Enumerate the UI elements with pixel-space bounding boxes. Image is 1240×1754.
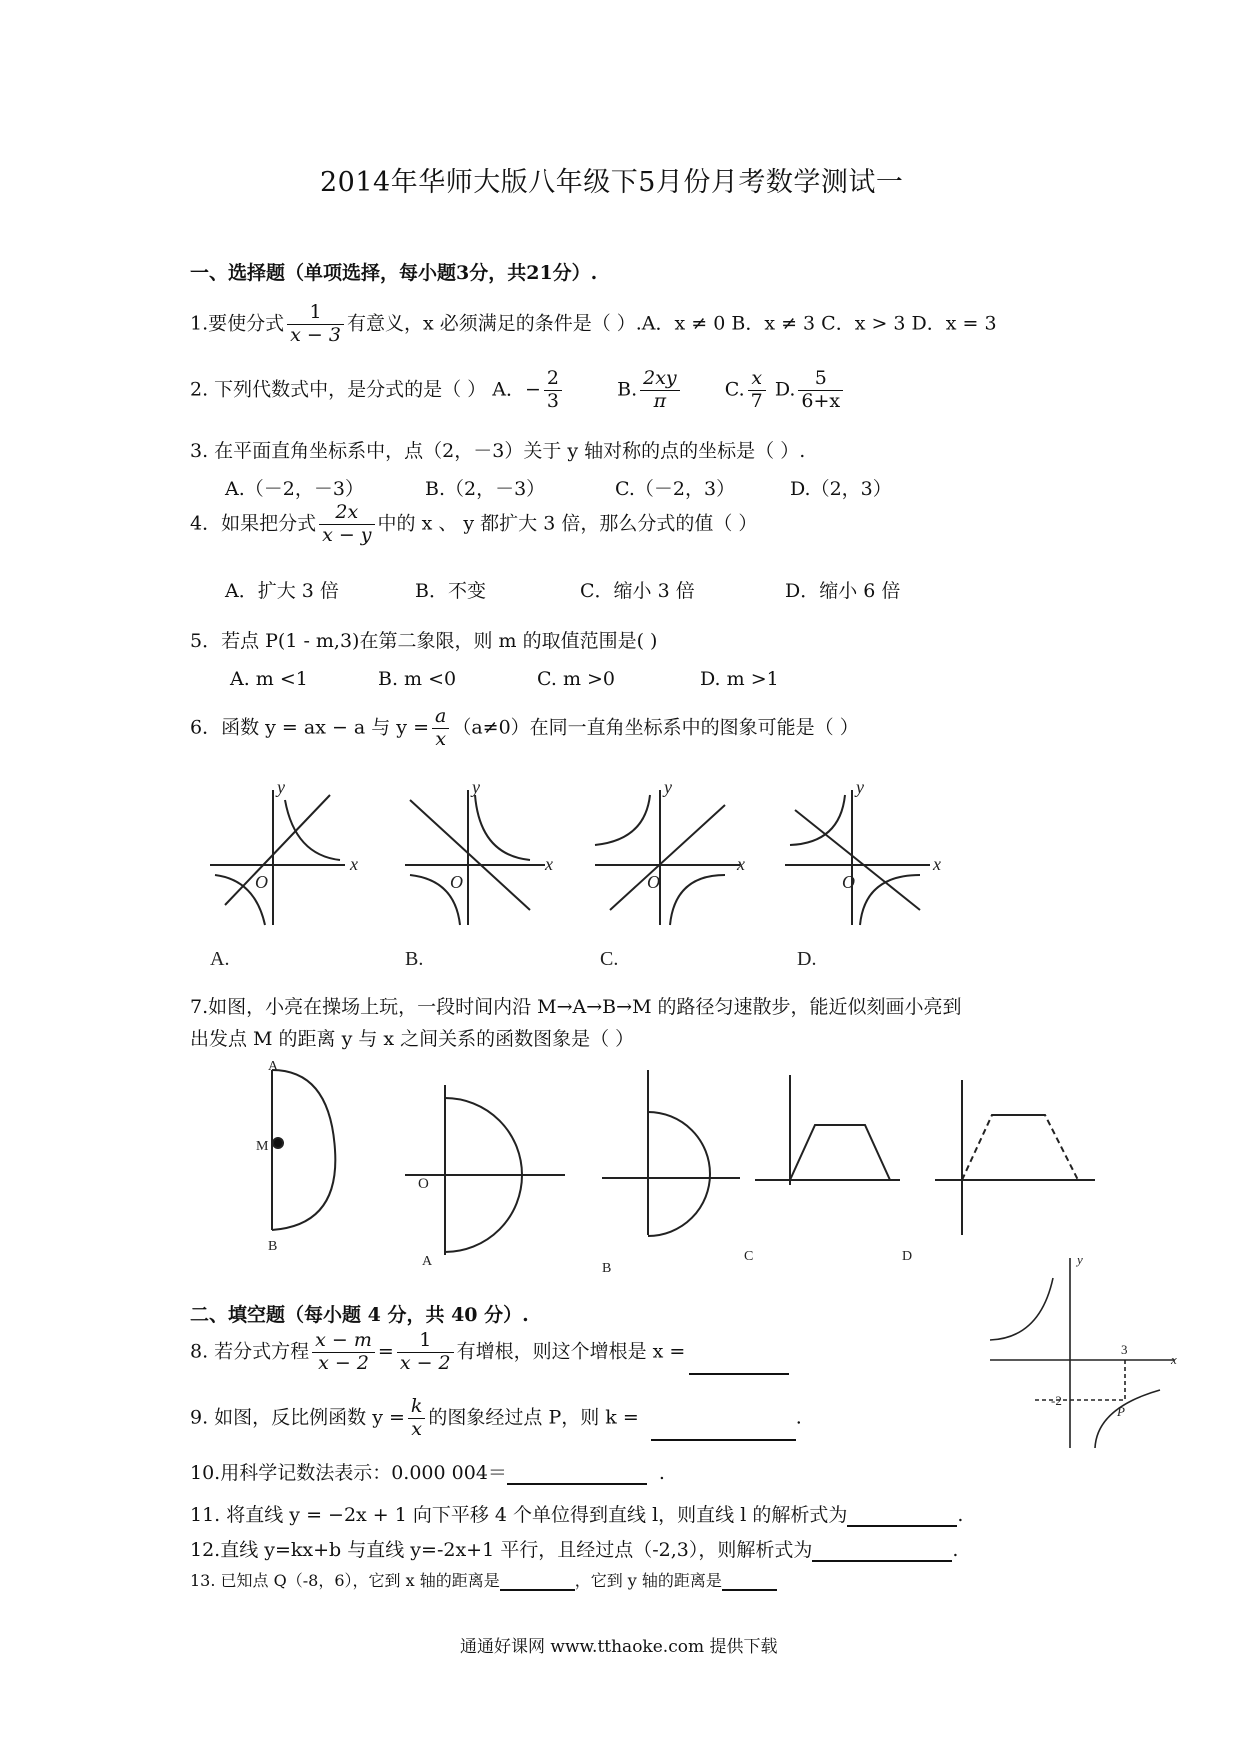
q2-option-c-fraction <box>748 368 766 413</box>
q4-denominator: x − y <box>322 523 372 546</box>
q2-option-c-label: C. <box>724 378 745 401</box>
q6-c-origin: O <box>647 872 660 892</box>
q7-graph-b <box>602 1070 740 1236</box>
q9-prefix: 9. 如图，反比例函数 y = <box>190 1406 405 1429</box>
q9-denominator: x <box>411 1417 423 1440</box>
q9-graph-y-tick: -2 <box>1051 1393 1062 1408</box>
q6-c-axis-y: y <box>664 777 672 797</box>
q6-graphs <box>185 775 965 975</box>
q4-option-a: A．扩大 3 倍 <box>225 580 339 602</box>
q7-label-a: A <box>422 1254 433 1269</box>
q1-denominator: x − 3 <box>290 323 341 346</box>
q6-numerator: a <box>432 706 449 729</box>
q2-option-a-label: A．− <box>492 378 541 401</box>
q2-option-d-label: D. <box>774 378 796 401</box>
footer-text: 通通好课网 www.tthaoke.com 提供下载 <box>460 1637 778 1657</box>
q6-c-axis-x: x <box>737 854 745 874</box>
question-11 <box>190 1500 963 1527</box>
q4-prefix: 4．如果把分式 <box>190 512 317 535</box>
q13-blank-y[interactable] <box>722 1571 777 1591</box>
question-12 <box>190 1535 958 1562</box>
q6-a-origin: O <box>255 872 268 892</box>
q7-label-d: D <box>902 1249 913 1264</box>
section-heading-choice: 一、选择题（单项选择，每小题3分，共21分）. <box>190 262 598 284</box>
q6-graph-a <box>210 790 345 925</box>
q7-path-figure <box>272 1070 335 1230</box>
q2-option-a-fraction <box>544 368 562 413</box>
q2-d-den: 6+x <box>801 389 841 412</box>
q1-numerator: 1 <box>287 302 344 325</box>
q6-a-axis-x: x <box>350 854 358 874</box>
q6-d-axis-y: y <box>856 777 864 797</box>
q2-b-num: 2xy <box>640 368 680 391</box>
q8-prefix: 8. 若分式方程 <box>190 1340 310 1363</box>
q6-label-a: A. <box>210 948 230 970</box>
q1-suffix: 有意义，x 必须满足的条件是（ ）. <box>346 312 642 335</box>
q7-label-b: B <box>602 1261 612 1276</box>
page-title: 2014年华师大版八年级下5月份月考数学测试一 <box>320 167 904 198</box>
q11-end: . <box>957 1504 964 1526</box>
q9-graph-axis-x: x <box>1171 1352 1177 1367</box>
q10-text: 10.用科学记数法表示：0.000 004＝ <box>190 1462 507 1484</box>
q6-b-origin: O <box>450 872 463 892</box>
q6-suffix: （a≠0）在同一直角坐标系中的图象可能是（ ） <box>452 716 859 739</box>
q5-option-b: B. m <0 <box>378 668 457 690</box>
q9-numerator: k <box>408 1396 426 1419</box>
q9-answer-blank[interactable] <box>651 1421 796 1441</box>
question-10 <box>190 1458 665 1485</box>
q7-path-label-m: M <box>256 1139 269 1154</box>
q8-answer-blank[interactable] <box>689 1355 789 1375</box>
q2-prefix: 2. 下列代数式中，是分式的是（ ） <box>190 378 487 401</box>
q9-fraction <box>408 1396 426 1441</box>
question-2 <box>190 368 846 413</box>
q2-option-b-label: B. <box>617 378 638 401</box>
q4-suffix: 中的 x 、 y 都扩大 3 倍，那么分式的值（ ） <box>377 512 758 535</box>
q8-left-den: x − 2 <box>318 1351 369 1374</box>
q6-graph-b <box>405 790 545 925</box>
question-4 <box>190 502 757 547</box>
q13-text: 13. 已知点 Q（-8，6），它到 x 轴的距离是 <box>190 1571 500 1590</box>
q9-suffix: 的图象经过点 P，则 k = <box>428 1406 639 1429</box>
q8-left-fraction <box>312 1330 375 1375</box>
question-7-line-1: 7.如图，小亮在操场上玩，一段时间内沿 M→A→B→M 的路径匀速散步，能近似刻画小亮到 <box>190 996 962 1018</box>
q2-d-num: 5 <box>798 368 843 391</box>
q3-option-c: C.（－2，3） <box>615 478 736 500</box>
q3-option-a: A.（－2，－3） <box>225 478 364 500</box>
q6-d-origin: O <box>842 872 855 892</box>
q6-graph-d <box>785 790 930 925</box>
q2-a-num: 2 <box>544 368 562 391</box>
svg-text:O: O <box>418 1176 429 1192</box>
section-heading-fill: 二、填空题（每小题 4 分，共 40 分）. <box>190 1304 529 1326</box>
q9-graph <box>985 1248 1185 1453</box>
q12-end: . <box>952 1539 959 1561</box>
question-5: 5．若点 P(1 - m,3)在第二象限，则 m 的取值范围是( ) <box>190 630 658 652</box>
question-6 <box>190 706 859 751</box>
q6-graph-c <box>595 790 740 925</box>
q12-text: 12.直线 y=kx+b 与直线 y=-2x+1 平行，且经过点（-2,3），则解析式为 <box>190 1539 813 1561</box>
q8-suffix: 有增根，则这个增根是 x = <box>456 1340 686 1363</box>
q4-option-b: B．不变 <box>415 580 486 602</box>
question-9 <box>190 1396 802 1441</box>
q7-graphs <box>250 1060 1120 1280</box>
q9-graph-axis-y: y <box>1077 1252 1083 1267</box>
q2-b-den: π <box>653 389 667 412</box>
q8-right-num: 1 <box>397 1330 454 1353</box>
question-3: 3. 在平面直角坐标系中，点（2，－3）关于 y 轴对称的点的坐标是（ ）. <box>190 440 806 462</box>
q1-fraction <box>287 302 344 347</box>
q5-option-a: A. m <1 <box>230 668 308 690</box>
q6-b-axis-y: y <box>472 777 480 797</box>
question-8 <box>190 1330 789 1375</box>
q2-c-num: x <box>748 368 766 391</box>
q7-label-c: C <box>744 1249 754 1264</box>
question-13 <box>190 1568 777 1591</box>
q9-graph-x-tick: 3 <box>1121 1342 1128 1357</box>
q7-graph-d <box>935 1080 1095 1235</box>
q8-equals: = <box>377 1340 394 1363</box>
q7-graph-a <box>405 1085 565 1255</box>
q10-answer-blank[interactable] <box>507 1465 647 1485</box>
q6-label-b: B. <box>405 948 424 970</box>
q13-mid: ，它到 y 轴的距离是 <box>574 1571 722 1590</box>
q10-end: . <box>658 1462 665 1484</box>
q4-option-d: D．缩小 6 倍 <box>785 580 901 602</box>
q5-option-c: C. m >0 <box>537 668 616 690</box>
q2-c-den: 7 <box>750 389 763 412</box>
q7-path-label-a: A <box>268 1060 279 1074</box>
q8-right-den: x − 2 <box>399 1351 451 1374</box>
q4-option-c: C．缩小 3 倍 <box>580 580 695 602</box>
q11-answer-blank[interactable] <box>847 1507 957 1527</box>
q6-label-d: D. <box>797 948 817 970</box>
q6-b-axis-x: x <box>545 854 553 874</box>
q9-end: . <box>795 1406 802 1429</box>
q6-a-axis-y: y <box>277 777 285 797</box>
q2-option-d-fraction <box>798 368 843 413</box>
q1-options: A．x ≠ 0 B．x ≠ 3 C．x > 3 D．x = 3 <box>641 312 997 335</box>
q5-option-d: D. m >1 <box>700 668 779 690</box>
q1-prefix: 1.要使分式 <box>190 312 285 335</box>
q7-path-label-b: B <box>268 1239 278 1254</box>
q13-blank-x[interactable] <box>500 1571 575 1591</box>
q6-prefix: 6．函数 y = ax − a 与 y = <box>190 716 430 739</box>
q8-left-num: x − m <box>312 1330 375 1353</box>
q6-fraction <box>432 706 449 751</box>
q6-label-c: C. <box>600 948 619 970</box>
question-7-line-2: 出发点 M 的距离 y 与 x 之间关系的函数图象是（ ） <box>190 1028 635 1050</box>
q7-graph-c <box>755 1075 900 1185</box>
q12-answer-blank[interactable] <box>812 1542 952 1562</box>
question-1 <box>190 302 997 347</box>
q11-text: 11. 将直线 y = −2x + 1 向下平移 4 个单位得到直线 l，则直线 l 的解析式为 <box>190 1504 848 1526</box>
q9-graph-point: P <box>1117 1404 1125 1419</box>
q4-fraction <box>319 502 374 547</box>
q3-option-b: B.（2，－3） <box>425 478 546 500</box>
q4-numerator: 2x <box>319 502 374 525</box>
q6-denominator: x <box>435 727 447 750</box>
q2-option-b-fraction <box>640 368 680 413</box>
q2-a-den: 3 <box>546 389 560 412</box>
q6-d-axis-x: x <box>933 854 941 874</box>
q8-right-fraction <box>397 1330 454 1375</box>
q3-option-d: D.（2，3） <box>790 478 892 500</box>
